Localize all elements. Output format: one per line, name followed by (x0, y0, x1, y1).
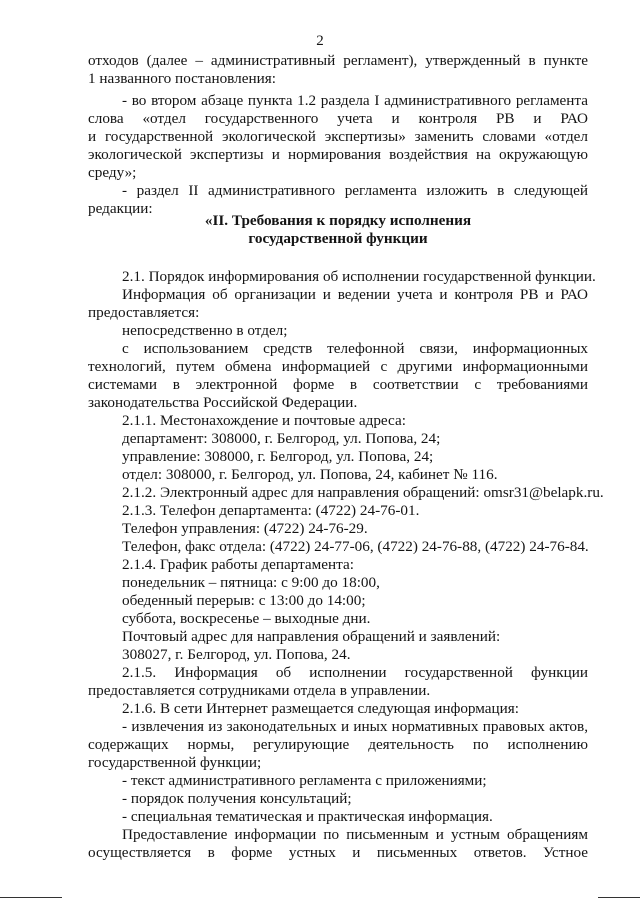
text-line: экологической экспертизы и нормирования воздействия на окружающую (88, 146, 588, 163)
text-line: 2.1.4. График работы департамента: (122, 556, 354, 573)
text-line: 2.1.1. Местонахождение и почтовые адреса: (122, 412, 406, 429)
text-line: понедельник – пятница: с 9:00 до 18:00, (122, 574, 380, 591)
text-line: слова «отдел государственного учета и контроля РВ и РАО (88, 110, 588, 127)
text-line: - извлечения из законодательных и иных нормативных правовых актов, (122, 718, 588, 735)
text-line: обеденный перерыв: с 13:00 до 14:00; (122, 592, 366, 609)
text-line: суббота, воскресенье – выходные дни. (122, 610, 371, 627)
text-line: и государственной экологической экспертизы» заменить словами «отдел (88, 128, 588, 145)
text-line: законодательства Российской Федерации. (88, 394, 358, 411)
text-line: 1 названного постановления: (88, 70, 276, 87)
text-line: среду»; (88, 164, 137, 181)
text-line: 2.1.5. Информация об исполнении государственной функции (122, 664, 588, 681)
text-line: Телефон управления: (4722) 24-76-29. (122, 520, 368, 537)
text-line: 2.1.2. Электронный адрес для направления обращений: omsr31@belapk.ru. (122, 484, 604, 501)
text-line: - порядок получения консультаций; (122, 790, 352, 807)
scan-edge-line (598, 897, 640, 898)
text-line: предоставляется сотрудниками отдела в управлении. (88, 682, 431, 699)
text-line: 2.1.6. В сети Интернет размещается следующая информация: (122, 700, 519, 717)
text-line: содержащих нормы, регулирующие деятельность по исполнению (88, 736, 588, 753)
text-line: осуществляется в форме устных и письменных ответов. Устное (88, 844, 588, 861)
text-line: - специальная тематическая и практическая информация. (122, 808, 493, 825)
text-line: - во втором абзаце пункта 1.2 раздела I административного регламента (122, 92, 588, 109)
text-line: управление: 308000, г. Белгород, ул. Попова, 24; (122, 448, 434, 465)
text-line: Информация об организации и ведении учета и контроля РВ и РАО (122, 286, 588, 303)
text-line: 308027, г. Белгород, ул. Попова, 24. (122, 646, 351, 663)
text-line: отходов (далее – административный регламент), утвержденный в пункте (88, 52, 588, 69)
text-line: 2.1. Порядок информирования об исполнении государственной функции. (122, 268, 596, 285)
text-line: департамент: 308000, г. Белгород, ул. Попова, 24; (122, 430, 441, 447)
text-line: Почтовый адрес для направления обращений и заявлений: (122, 628, 501, 645)
text-line: Предоставление информации по письменным и устным обращениям (122, 826, 588, 843)
section-heading: государственной функции (248, 230, 428, 247)
text-line: отдел: 308000, г. Белгород, ул. Попова, 24, кабинет № 116. (122, 466, 498, 483)
scan-edge-line (0, 897, 62, 898)
text-line: государственной функции; (88, 754, 262, 771)
text-line: Телефон, факс отдела: (4722) 24-77-06, (4722) 24-76-88, (4722) 24-76-84. (122, 538, 589, 555)
text-line: непосредственно в отдел; (122, 322, 288, 339)
text-line: 2.1.3. Телефон департамента: (4722) 24-76-01. (122, 502, 420, 519)
text-line: редакции: (88, 200, 153, 217)
page-number: 2 (316, 33, 324, 49)
text-line: технологий, путем обмена информацией с другими информационными (88, 358, 588, 375)
text-line: системами в электронной форме в соответствии с требованиями (88, 376, 588, 393)
text-line: - раздел II административного регламента изложить в следующей (122, 182, 588, 199)
text-line: предоставляется: (88, 304, 200, 321)
text-line: с использованием средств телефонной связи, информационных (122, 340, 588, 357)
text-line: - текст административного регламента с приложениями; (122, 772, 487, 789)
section-heading: «II. Требования к порядку исполнения (204, 212, 472, 229)
